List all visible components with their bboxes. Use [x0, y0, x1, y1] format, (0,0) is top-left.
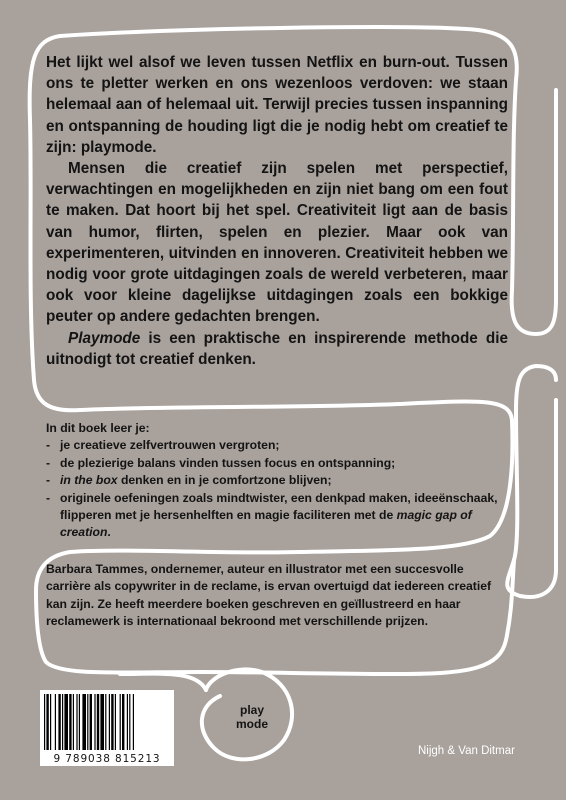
- list-item-text: originele oefeningen zoals mindtwister, een denkpad maken, ideeënschaak, flipperen met je hersenhelften en magie faciliteren met de: [60, 490, 498, 523]
- list-item: [46, 490, 506, 542]
- barcode-bar: [122, 694, 124, 750]
- list-item-italic: magic gap of creation: [60, 508, 472, 540]
- barcode: [40, 690, 174, 766]
- list-item-rest: denken en in je comfortzone blijven;: [117, 473, 332, 488]
- barcode-bar: [73, 694, 74, 750]
- barcode-bar: [50, 694, 51, 750]
- barcode-bars: [44, 694, 170, 750]
- barcode-bar: [120, 694, 121, 750]
- author-bio: Barbara Tammes, ondernemer, auteur en illustrator met een succesvolle carrière als copywriter in de reclame, is ervan overtuigd dat iedereen creatief kan zijn. Ze heeft meerdere boeken geschreven en geïllustreerd en haar reclamewerk is internationaal bekroond met verschillende prijzen.: [46, 562, 492, 629]
- barcode-bar: [69, 694, 71, 750]
- logo-line-1: play: [239, 703, 264, 717]
- barcode-bar: [58, 694, 60, 750]
- barcode-bar: [127, 694, 128, 750]
- logo-line-2: mode: [235, 717, 268, 731]
- list-item: [46, 472, 506, 489]
- barcode-bar: [76, 694, 77, 750]
- barcode-bar: [94, 694, 95, 750]
- learn-list: [46, 437, 506, 541]
- barcode-bar: [87, 694, 88, 750]
- learn-section: [46, 420, 506, 542]
- barcode-bar: [64, 694, 68, 750]
- intro-paragraph-2: Mensen die creatief zijn spelen met perspectief, verwachtingen en mogelijkheden en zijn niet bang om een fout te maken. Dat hoort bij het spel. Creativiteit ligt aan de basis van humor, flirten, spelen en plezier. Maar ook van experimenteren, uitvinden en innoveren. Creativiteit hebben we nodig voor grote uitdagingen zoals de wereld verbeteren, maar ook voor kleine dagelijkse uitdagingen zoals een bokkige peuter op andere gedachten brengen.: [46, 160, 508, 326]
- book-title: Playmode: [68, 329, 141, 347]
- barcode-bar: [111, 694, 113, 750]
- barcode-bar: [82, 694, 86, 750]
- barcode-bar: [90, 694, 92, 750]
- barcode-bar: [133, 694, 134, 750]
- barcode-bar: [97, 694, 99, 750]
- list-item-end: .: [107, 525, 111, 540]
- list-item: - de plezierige balans vinden tussen focus en ontspanning;: [46, 455, 506, 472]
- barcode-bar: [55, 694, 56, 750]
- learn-heading: In dit boek leer je:: [46, 421, 150, 435]
- barcode-bar: [100, 694, 104, 750]
- list-item: - je creatieve zelfvertrouwen vergroten;: [46, 437, 506, 454]
- barcode-bar: [79, 694, 80, 750]
- playmode-logo: [232, 703, 272, 731]
- barcode-bar: [44, 694, 45, 750]
- barcode-bar: [105, 694, 106, 750]
- barcode-bar: [46, 694, 48, 750]
- intro-paragraph-1: Het lijkt wel alsof we leven tussen Netflix en burn-out. Tussen ons te pletter werken en ons wezenloos verdoven: we staan helemaal aan of helemaal uit. Terwijl precies tussen inspanning en ontspanning de houding ligt die je nodig hebt om creatief te zijn: playmode.: [46, 54, 508, 156]
- intro-text: [46, 52, 508, 370]
- barcode-bar: [129, 694, 130, 750]
- barcode-bar: [109, 694, 110, 750]
- barcode-bar: [62, 694, 63, 750]
- intro-paragraph-3-rest: is een praktische en inspirerende methode die uitnodigt tot creatief denken.: [46, 329, 508, 368]
- list-item-italic: in the box: [60, 473, 118, 488]
- isbn-number: 9 789038 815213: [53, 753, 161, 765]
- barcode-bar: [115, 694, 116, 750]
- intro-paragraph-3: [46, 328, 508, 370]
- publisher-name: Nijgh & Van Ditmar: [418, 745, 515, 757]
